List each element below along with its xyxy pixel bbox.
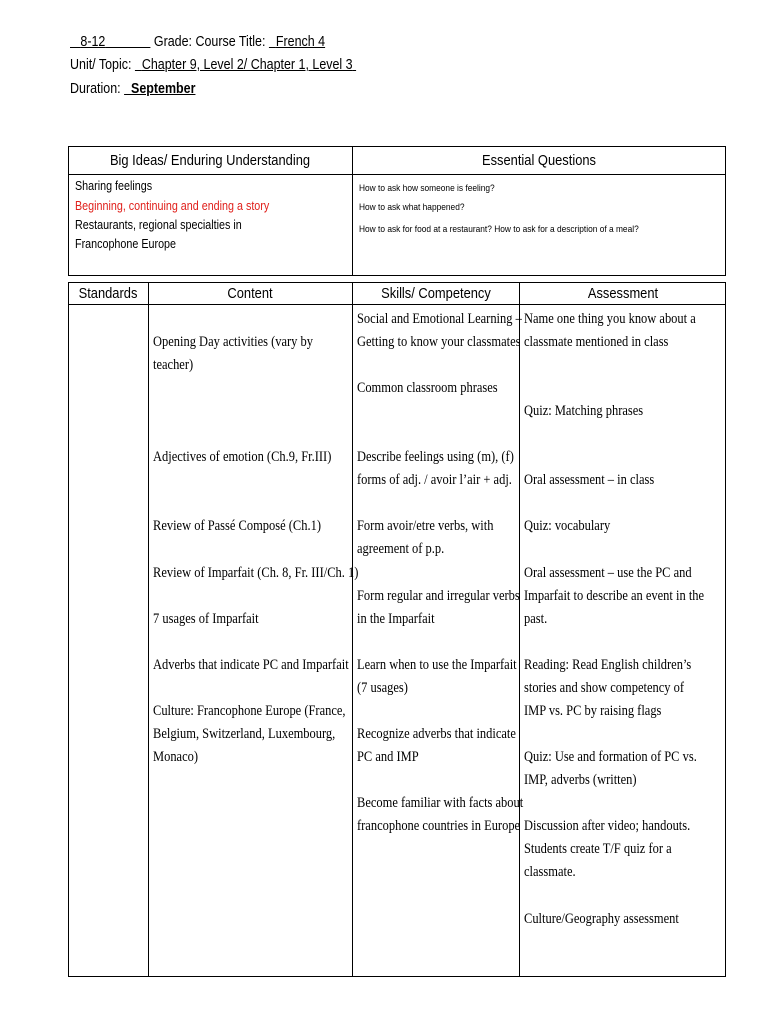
assessment-item: Oral assessment – in class <box>524 472 655 488</box>
grade-value: 8-12 <box>80 34 106 50</box>
grade-label: Grade: Course Title: <box>153 34 266 50</box>
skill-item: Become familiar with facts about francophone countries in Europe <box>357 795 524 834</box>
content-item: Opening Day activities (vary by teacher) <box>153 334 313 373</box>
skill-item: Form regular and irregular verbs in the Imparfait <box>357 588 520 627</box>
duration-header-line <box>70 81 195 97</box>
course-title: French 4 <box>275 34 326 50</box>
big-idea-item: Beginning, continuing and ending a story <box>75 199 270 213</box>
duration-value: September <box>131 81 196 97</box>
essential-question-item: How to ask for food at a restaurant? How to ask for a description of a meal? <box>359 224 639 235</box>
content-item: Review of Passé Composé (Ch.1) <box>153 518 321 534</box>
big-ideas-heading-rule <box>68 174 726 175</box>
skill-item: Common classroom phrases <box>357 380 498 396</box>
content-item: Review of Imparfait (Ch. 8, Fr. III/Ch. 1) <box>153 565 359 581</box>
content-item: Adverbs that indicate PC and Imparfait <box>153 657 349 673</box>
duration-label: Duration: <box>70 81 121 97</box>
skill-item: Form avoir/etre verbs, with agreement of p.p. <box>357 518 494 557</box>
assessment-item: Oral assessment – use the PC and Imparfait to describe an event in the past. <box>524 565 705 627</box>
assessment-item: Culture/Geography assessment <box>524 911 679 927</box>
assessment-item: Quiz: Matching phrases <box>524 403 644 419</box>
standards-heading: Standards <box>78 285 138 302</box>
assessment-heading: Assessment <box>587 285 659 302</box>
big-idea-item: Restaurants, regional specialties in <box>75 218 242 232</box>
big-ideas-divider <box>352 146 353 276</box>
unit-header-line <box>70 57 356 73</box>
unit-value: Chapter 9, Level 2/ Chapter 1, Level 3 <box>141 57 353 73</box>
content-divider <box>352 282 353 977</box>
skill-item: Learn when to use the Imparfait (7 usages) <box>357 657 517 696</box>
assessment-item: Name one thing you know about a classmate mentioned in class <box>524 311 696 350</box>
skills-heading: Skills/ Competency <box>381 285 491 302</box>
curriculum-heading-rule <box>68 304 726 305</box>
assessment-item: Quiz: vocabulary <box>524 518 611 534</box>
content-item: Culture: Francophone Europe (France, Belgium, Switzerland, Luxembourg, Monaco) <box>153 703 346 765</box>
big-idea-item: Francophone Europe <box>75 237 177 251</box>
course-header-line <box>70 34 325 50</box>
assessment-item: Discussion after video; handouts. Students create T/F quiz for a classmate. <box>524 818 691 880</box>
big-idea-item: Sharing feelings <box>75 179 153 193</box>
essential-question-item: How to ask how someone is feeling? <box>359 183 495 194</box>
content-heading: Content <box>227 285 273 302</box>
assessment-item: Quiz: Use and formation of PC vs. IMP, adverbs (written) <box>524 749 697 788</box>
skill-item: Recognize adverbs that indicate PC and IMP <box>357 726 516 765</box>
content-item: Adjectives of emotion (Ch.9, Fr.III) <box>153 449 332 465</box>
standards-divider <box>148 282 149 977</box>
essential-questions-heading: Essential Questions <box>481 152 597 169</box>
unit-label: Unit/ Topic: <box>70 57 132 73</box>
essential-question-item: How to ask what happened? <box>359 202 465 213</box>
skill-item: Social and Emotional Learning – Getting to know your classmates <box>357 311 522 350</box>
content-item: 7 usages of Imparfait <box>153 611 259 627</box>
big-ideas-heading: Big Ideas/ Enduring Understanding <box>109 152 311 169</box>
skill-item: Describe feelings using (m), (f) forms of adj. / avoir l’air + adj. <box>357 449 514 488</box>
assessment-item: Reading: Read English children’s stories and show competency of IMP vs. PC by raising flags <box>524 657 692 719</box>
